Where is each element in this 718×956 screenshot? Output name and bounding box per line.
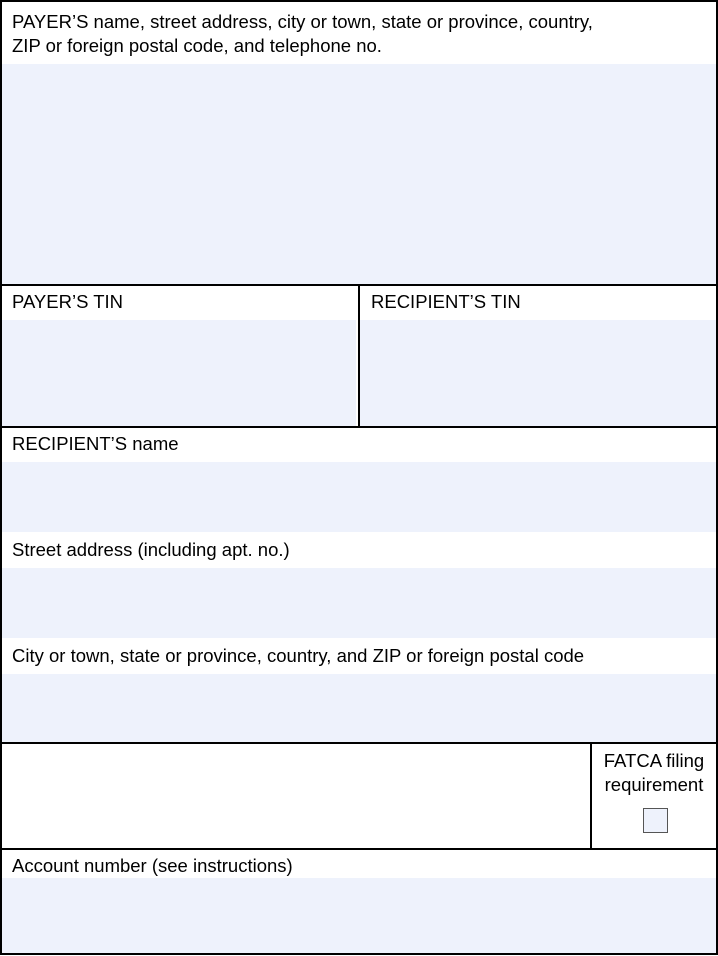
divider: [2, 742, 716, 744]
account-number-field[interactable]: [2, 878, 716, 953]
recipient-name-field[interactable]: [2, 462, 716, 532]
recipient-tin-field[interactable]: [360, 320, 716, 426]
payer-info-field[interactable]: [2, 64, 716, 284]
recipient-name-label: RECIPIENT’S name: [12, 433, 179, 454]
payer-tin-field[interactable]: [2, 320, 356, 426]
divider: [2, 426, 716, 428]
payer-info-label-line2: ZIP or foreign postal code, and telephone no.: [12, 35, 382, 56]
payer-tin-label: PAYER’S TIN: [12, 291, 124, 312]
divider: [2, 848, 716, 850]
city-field[interactable]: [2, 674, 716, 742]
recipient-tin-label: RECIPIENT’S TIN: [371, 291, 521, 312]
payer-info-label-line1: PAYER’S name, street address, city or town, state or province, country,: [12, 11, 593, 32]
fatca-label-line2: requirement: [604, 774, 704, 795]
fatca-checkbox[interactable]: [643, 808, 668, 833]
street-address-label: Street address (including apt. no.): [12, 539, 290, 560]
account-number-label: Account number (see instructions): [12, 855, 293, 876]
fatca-label-line1: FATCA filing: [603, 750, 705, 771]
city-label: City or town, state or province, country, and ZIP or foreign postal code: [12, 645, 585, 666]
street-address-field[interactable]: [2, 568, 716, 638]
